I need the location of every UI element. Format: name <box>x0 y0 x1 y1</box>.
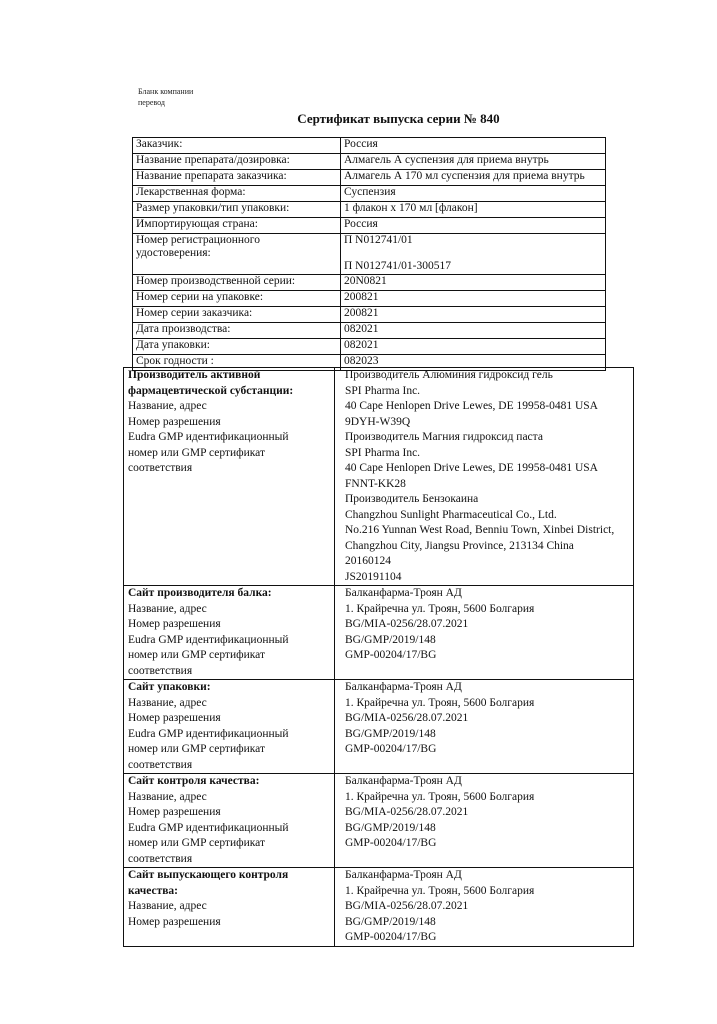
site-block-value: BG/GMP/2019/148 <box>345 633 436 646</box>
site-block-value: BG/MIA-0256/28.07.2021 <box>345 712 469 724</box>
field-label: Дата производства: <box>133 323 341 339</box>
site-block-heading: Сайт контроля качества: <box>128 775 260 787</box>
site-block-label: Название, адрес <box>128 900 207 912</box>
site-block-value: BG/GMP/2019/148 <box>345 915 436 928</box>
site-block-value: Changzhou City, Jiangsu Province, 213134 China <box>345 539 574 552</box>
site-block <box>124 680 634 774</box>
field-value-line: 20N0821 <box>344 275 387 287</box>
site-block-label: Название, адрес <box>128 602 207 615</box>
site-block-label: Название, адрес <box>128 790 207 803</box>
site-block-value: Производитель Магния гидроксид паста <box>345 431 543 443</box>
site-block-label: номер или GMP сертификат <box>128 649 265 661</box>
site-block-value: BG/GMP/2019/148 <box>345 821 436 834</box>
site-block-label: Eudra GMP идентификационный <box>128 633 289 646</box>
table-row <box>133 170 606 186</box>
site-block-heading: Производитель активной <box>128 369 261 381</box>
field-label: Название препарата/дозировка: <box>133 154 341 170</box>
site-block-value: BG/MIA-0256/28.07.2021 <box>345 618 469 630</box>
site-block <box>124 868 634 947</box>
field-value-line: 082023 <box>344 355 379 367</box>
site-block-value: 1. Крайречна ул. Троян, 5600 Болгария <box>345 790 535 803</box>
field-value <box>341 202 606 218</box>
site-block-value: Балканфарма-Троян АД <box>345 775 462 787</box>
field-value <box>341 138 606 154</box>
site-block-label: соответствия <box>128 664 193 677</box>
field-value <box>341 275 606 291</box>
field-label: Номер серии заказчика: <box>133 307 341 323</box>
site-block-value: Балканфарма-Троян АД <box>345 681 462 693</box>
site-block-label: номер или GMP сертификат <box>128 446 265 459</box>
field-value-line: Россия <box>344 138 378 150</box>
table-row <box>133 202 606 218</box>
site-block-label: Название, адрес <box>128 696 207 709</box>
site-block-value: BG/MIA-0256/28.07.2021 <box>345 806 469 818</box>
field-value-line: Суспензия <box>344 186 396 198</box>
site-block-values <box>335 868 634 947</box>
site-block-value: 1. Крайречна ул. Троян, 5600 Болгария <box>345 884 535 897</box>
site-block-labels <box>124 774 335 868</box>
field-value <box>341 291 606 307</box>
table-row <box>133 218 606 234</box>
field-value-line: 1 флакон x 170 мл [флакон] <box>344 202 478 214</box>
field-value <box>341 234 606 275</box>
field-value <box>341 339 606 355</box>
table-row <box>133 275 606 291</box>
site-block-label: Номер разрешения <box>128 618 221 630</box>
site-block-value: GMP-00204/17/BG <box>345 649 437 661</box>
field-value <box>341 170 606 186</box>
company-letterhead-note <box>138 86 193 108</box>
site-block-heading: качества: <box>128 884 179 897</box>
site-block-value: SPI Pharma Inc. <box>345 446 421 459</box>
field-label: Срок годности : <box>133 355 341 371</box>
site-block-label: Номер разрешения <box>128 806 221 818</box>
site-block-values <box>335 586 634 680</box>
site-block-label: номер или GMP сертификат <box>128 743 265 755</box>
field-label: Дата упаковки: <box>133 339 341 355</box>
site-block-value: Changzhou Sunlight Pharmaceutical Co., Ltd. <box>345 508 557 521</box>
field-value <box>341 307 606 323</box>
site-block-label: Название, адрес <box>128 400 207 412</box>
manufacturer-sites-table <box>123 367 634 947</box>
site-block-value: SPI Pharma Inc. <box>345 384 421 397</box>
site-block-values <box>335 774 634 868</box>
field-value-line: 200821 <box>344 291 379 303</box>
site-block <box>124 368 634 586</box>
site-block-labels <box>124 368 335 586</box>
site-block-heading: фармацевтической субстанции: <box>128 384 294 397</box>
site-block-value: No.216 Yunnan West Road, Benniu Town, Xinbei District, <box>345 524 615 536</box>
certificate-title: Сертификат выпуска серии № 840 <box>297 111 500 126</box>
site-block-value: 40 Cape Henlopen Drive Lewes, DE 19958-0481 USA <box>345 462 598 474</box>
site-block-label: соответствия <box>128 462 193 474</box>
site-block-values <box>335 680 634 774</box>
field-value-line: 082021 <box>344 339 379 351</box>
site-block-value: Производитель Бензокаина <box>345 493 479 505</box>
field-value-line: Россия <box>344 218 378 230</box>
site-block-label: Eudra GMP идентификационный <box>128 727 289 740</box>
site-block <box>124 774 634 868</box>
field-value-line: П N012741/01 <box>344 234 413 246</box>
table-row <box>133 154 606 170</box>
field-label: Номер производственной серии: <box>133 275 341 291</box>
site-block-value: 20160124 <box>345 555 391 567</box>
site-block-value: BG/GMP/2019/148 <box>345 727 436 740</box>
field-value-line: П N012741/01-300517 <box>344 260 452 272</box>
site-block-value: GMP-00204/17/BG <box>345 743 437 755</box>
letterhead-line: Бланк компании <box>138 87 194 96</box>
site-block-label: Номер разрешения <box>128 915 221 928</box>
site-block-heading: Сайт производителя балка: <box>128 587 272 599</box>
site-block-heading: Сайт упаковки: <box>128 681 211 693</box>
site-block-value: GMP-00204/17/BG <box>345 837 437 849</box>
site-block-labels <box>124 680 335 774</box>
table-row <box>133 186 606 202</box>
table-row <box>133 307 606 323</box>
field-label: Лекарственная форма: <box>133 186 341 202</box>
site-block-labels <box>124 586 335 680</box>
table-row <box>133 323 606 339</box>
site-block-value: 9DYH-W39Q <box>345 415 411 428</box>
field-value <box>341 218 606 234</box>
site-block-label: Eudra GMP идентификационный <box>128 821 289 834</box>
field-value-line: 082021 <box>344 323 379 335</box>
site-block-value: 40 Cape Henlopen Drive Lewes, DE 19958-0481 USA <box>345 400 598 412</box>
site-block-label: соответствия <box>128 852 193 865</box>
table-row <box>133 138 606 154</box>
site-block-labels <box>124 868 335 947</box>
site-block-label: Eudra GMP идентификационный <box>128 431 289 443</box>
site-block-value: 1. Крайречна ул. Троян, 5600 Болгария <box>345 602 535 615</box>
field-value-line: Алмагель А суспензия для приема внутрь <box>344 154 549 166</box>
table-row <box>133 291 606 307</box>
field-value <box>341 323 606 339</box>
site-block-value: BG/MIA-0256/28.07.2021 <box>345 900 469 912</box>
site-block-value: FNNT-KK28 <box>345 477 406 490</box>
batch-info-table <box>132 137 606 371</box>
translation-line: перевод <box>138 98 165 107</box>
table-row <box>133 339 606 355</box>
site-block-value: JS20191104 <box>345 570 402 583</box>
site-block-value: Производитель Алюминия гидроксид гель <box>345 369 553 381</box>
table-row <box>133 234 606 275</box>
field-value <box>341 154 606 170</box>
site-block <box>124 586 634 680</box>
site-block-value: 1. Крайречна ул. Троян, 5600 Болгария <box>345 696 535 709</box>
site-block-values <box>335 368 634 586</box>
site-block-label: Номер разрешения <box>128 415 221 428</box>
field-value-line: Алмагель А 170 мл суспензия для приема внутрь <box>344 170 585 182</box>
field-value <box>341 186 606 202</box>
site-block-label: соответствия <box>128 758 193 771</box>
site-block-label: Номер разрешения <box>128 712 221 724</box>
site-block-value: Балканфарма-Троян АД <box>345 587 462 599</box>
site-block-value: GMP-00204/17/BG <box>345 931 437 943</box>
field-label: Импортирующая страна: <box>133 218 341 234</box>
site-block-value: Балканфарма-Троян АД <box>345 869 462 881</box>
field-label: Номер регистрационного удостоверения: <box>133 234 341 275</box>
field-label: Номер серии на упаковке: <box>133 291 341 307</box>
site-block-label: номер или GMP сертификат <box>128 837 265 849</box>
field-label: Размер упаковки/тип упаковки: <box>133 202 341 218</box>
field-value-line: 200821 <box>344 307 379 319</box>
field-label: Заказчик: <box>133 138 341 154</box>
field-label: Название препарата заказчика: <box>133 170 341 186</box>
site-block-heading: Сайт выпускающего контроля <box>128 869 289 881</box>
